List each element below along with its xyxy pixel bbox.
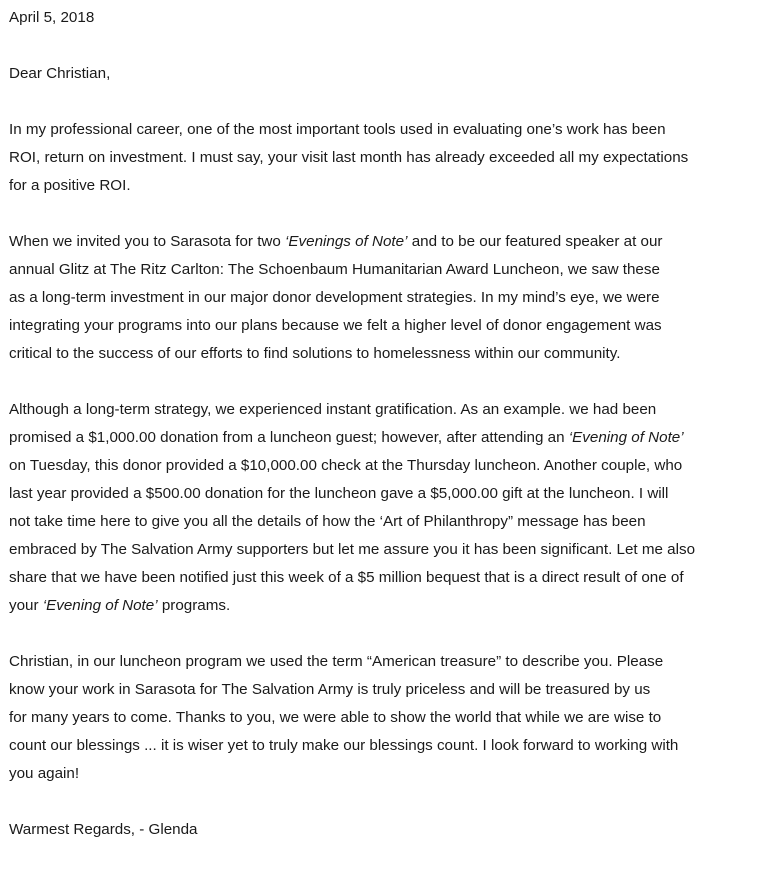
letter (9, 4, 769, 872)
paragraph-line (9, 508, 769, 536)
paragraph-line (9, 340, 769, 368)
paragraph-line (9, 172, 769, 200)
paragraph-line (9, 256, 769, 284)
letter-closing: Warmest Regards, - Glenda (9, 821, 198, 838)
paragraph-line (9, 704, 769, 732)
paragraph-line (9, 648, 769, 676)
letter-salutation: Dear Christian, (9, 65, 111, 82)
line-text: embraced by The Salvation Army supporters but let me assure you it has been significant. Let me also (9, 541, 696, 558)
paragraph-line (9, 536, 769, 564)
line-text: When we invited you to Sarasota for two (9, 233, 286, 250)
paragraph-line (9, 116, 769, 144)
line-text: for a positive ROI. (9, 177, 131, 194)
line-text: Christian, in our luncheon program we used the term “American treasure” to describe you. Please (9, 653, 664, 670)
line-text: programs. (157, 597, 231, 614)
letter-body (9, 116, 769, 788)
paragraph-line (9, 760, 769, 788)
line-text: your (9, 597, 43, 614)
paragraph-line (9, 452, 769, 480)
letter-date: April 5, 2018 (9, 9, 95, 26)
paragraph-line (9, 592, 769, 620)
line-text: share that we have been notified just this week of a $5 million bequest that is a direct result of one of (9, 569, 684, 586)
paragraph-line (9, 312, 769, 340)
letter-paragraph (9, 116, 769, 200)
line-text: ROI, return on investment. I must say, your visit last month has already exceeded all my expectations (9, 149, 689, 166)
italic-program-title: ‘Evening of Note’ (568, 429, 684, 446)
paragraph-line (9, 732, 769, 760)
letter-paragraph (9, 648, 769, 788)
paragraph-line (9, 424, 769, 452)
line-text: In my professional career, one of the most important tools used in evaluating one’s work has been (9, 121, 666, 138)
letter-paragraph (9, 396, 769, 620)
line-text: as a long-term investment in our major donor development strategies. In my mind’s eye, we were (9, 289, 660, 306)
paragraph-line (9, 396, 769, 424)
paragraph-line (9, 144, 769, 172)
line-text: count our blessings ... it is wiser yet to truly make our blessings count. I look forward to working with (9, 737, 679, 754)
paragraph-line (9, 284, 769, 312)
line-text: know your work in Sarasota for The Salvation Army is truly priceless and will be treasured by us (9, 681, 651, 698)
line-text: not take time here to give you all the details of how the ‘Art of Philanthropy” message has been (9, 513, 646, 530)
line-text: Although a long-term strategy, we experienced instant gratification. As an example. we had been (9, 401, 657, 418)
line-text: you again! (9, 765, 80, 782)
line-text: integrating your programs into our plans because we felt a higher level of donor engagement was (9, 317, 662, 334)
line-text: last year provided a $500.00 donation for the luncheon gave a $5,000.00 gift at the luncheon. I will (9, 485, 669, 502)
line-text: promised a $1,000.00 donation from a luncheon guest; however, after attending an (9, 429, 569, 446)
paragraph-line (9, 480, 769, 508)
letter-paragraph (9, 228, 769, 368)
line-text: for many years to come. Thanks to you, we were able to show the world that while we are wise to (9, 709, 662, 726)
line-text: annual Glitz at The Ritz Carlton: The Schoenbaum Humanitarian Award Luncheon, we saw these (9, 261, 660, 278)
paragraph-line (9, 228, 769, 256)
line-text: critical to the success of our efforts to find solutions to homelessness within our community. (9, 345, 621, 362)
paragraph-line (9, 676, 769, 704)
line-text: and to be our featured speaker at our (407, 233, 663, 250)
line-text: on Tuesday, this donor provided a $10,000.00 check at the Thursday luncheon. Another couple, who (9, 457, 683, 474)
paragraph-line (9, 564, 769, 592)
italic-program-title: ‘Evening of Note’ (42, 597, 158, 614)
italic-program-title: ‘Evenings of Note’ (285, 233, 408, 250)
